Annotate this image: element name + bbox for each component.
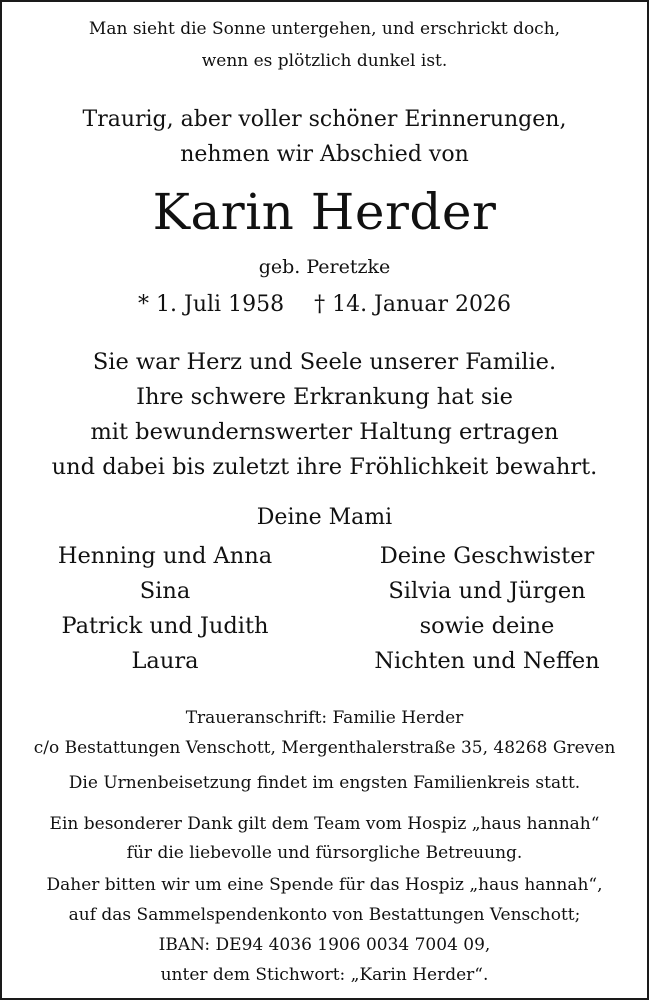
life-dates [2, 291, 647, 319]
thanks-line: für die liebevolle und fürsorgliche Betreuung. [126, 843, 523, 863]
maiden-name: geb. Peretzke [258, 256, 391, 278]
thanks-line: auf das Sammelspendenkonto von Bestattungen Venschott; [68, 905, 581, 925]
mourners-header: Deine Mami [256, 505, 393, 530]
mourner-left: Patrick und Judith [61, 613, 269, 639]
thanks-line: Daher bitten wir um eine Spende für das Hospiz „haus hannah“, [46, 875, 603, 895]
tribute-line: Sie war Herz und Seele unserer Familie. [92, 349, 557, 375]
tribute-line: und dabei bis zuletzt ihre Fröhlichkeit bewahrt. [51, 454, 598, 480]
mourner-left: Henning und Anna [57, 543, 273, 569]
intro-line-2: nehmen wir Abschied von [180, 142, 469, 167]
mourner-right: Silvia und Jürgen [388, 578, 586, 604]
mourner-right: sowie deine [419, 613, 555, 639]
motto-line-2: wenn es plötzlich dunkel ist. [201, 51, 448, 71]
funeral-note: Die Urnenbeisetzung findet im engsten Familienkreis statt. [68, 773, 581, 793]
death-date: † 14. Januar 2026 [314, 292, 511, 317]
thanks-line: unter dem Stichwort: „Karin Herder“. [160, 965, 489, 985]
mourner-right: Nichten und Neffen [374, 648, 600, 674]
address-line-1: Traueranschrift: Familie Herder [185, 708, 464, 728]
thanks-line: Ein besonderer Dank gilt dem Team vom Hospiz „haus hannah“ [49, 814, 600, 834]
tribute-line: Ihre schwere Erkrankung hat sie [136, 384, 513, 410]
mourner-left: Sina [139, 578, 191, 604]
motto-line-1: Man sieht die Sonne untergehen, und erschrickt doch, [88, 19, 561, 39]
intro-line-1: Traurig, aber voller schöner Erinnerungen, [82, 107, 567, 132]
birth-date: * 1. Juli 1958 [138, 292, 285, 317]
mourner-left: Laura [131, 648, 199, 674]
tribute-line: mit bewundernswerter Haltung ertragen [90, 419, 559, 445]
deceased-name: Karin Herder [152, 183, 497, 241]
address-line-2: c/o Bestattungen Venschott, Mergenthalerstraße 35, 48268 Greven [33, 738, 616, 758]
iban-line: IBAN: DE94 4036 1906 0034 7004 09, [158, 935, 491, 955]
mourner-right: Deine Geschwister [379, 543, 595, 569]
